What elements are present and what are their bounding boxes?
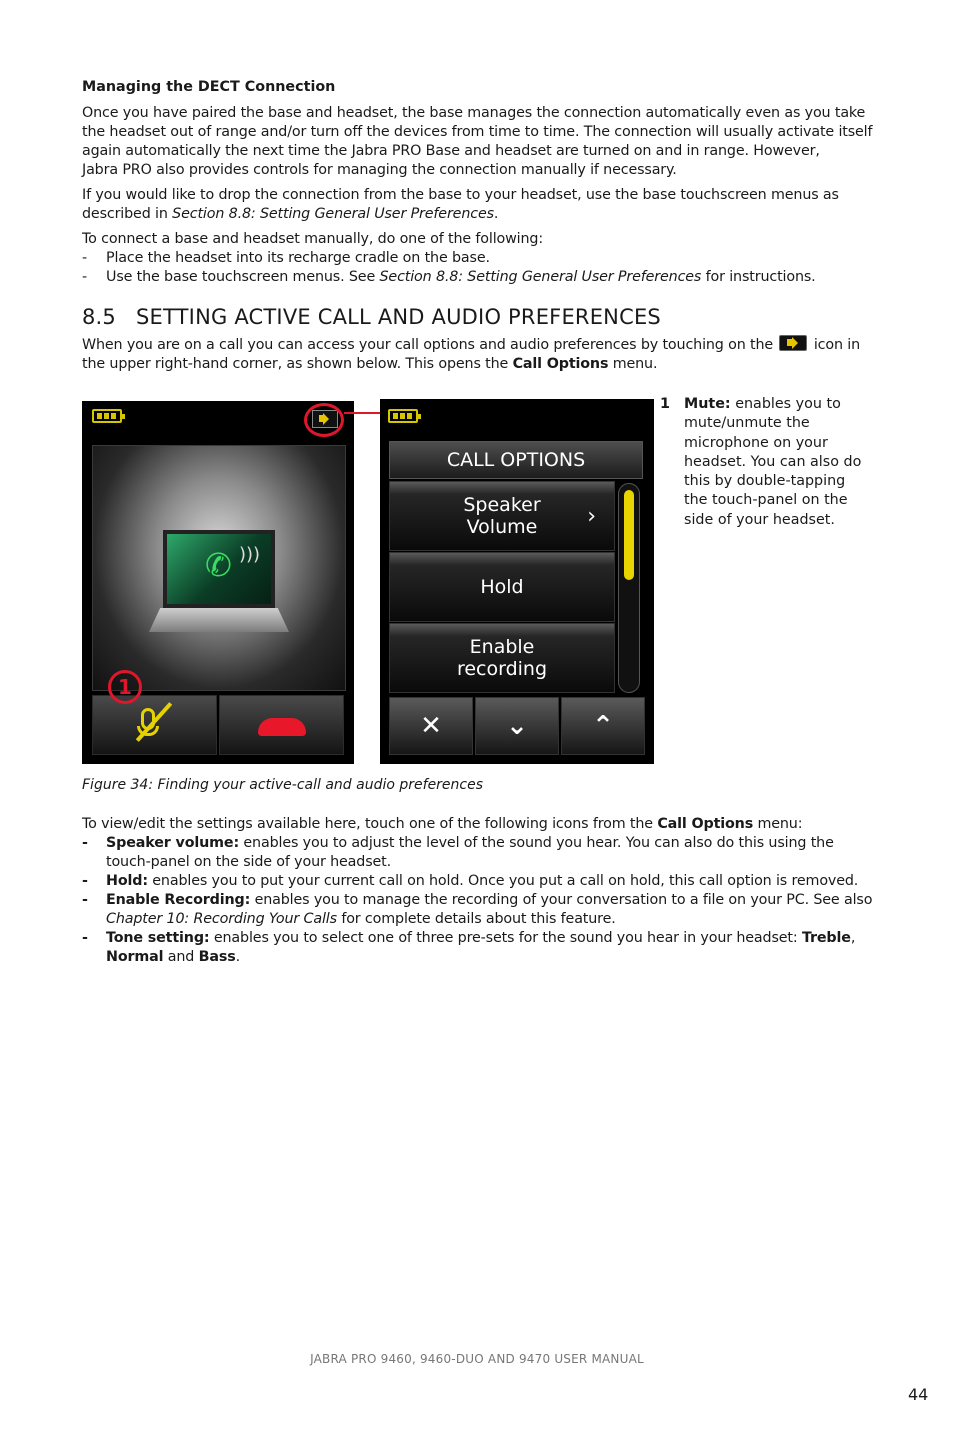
para5-text: To view/edit the settings available here, touch one of the following icons from the — [82, 816, 658, 832]
close-button[interactable]: ✕ — [389, 697, 473, 755]
laptop-base-icon — [149, 608, 289, 632]
menu-item-speaker-volume[interactable] — [389, 481, 615, 551]
list-item-text-end: for instructions. — [701, 269, 816, 285]
list-item-text: enables you to put your current call on hold. Once you put a call on hold, this call option is removed. — [147, 873, 859, 889]
preset-bass: Bass — [198, 949, 236, 965]
list-dash: - — [82, 250, 88, 266]
speaker-icon — [779, 335, 807, 351]
callout-description — [660, 395, 870, 530]
page-footer: JABRA PRO 9460, 9460-DUO AND 9470 USER MANUAL — [310, 1352, 644, 1366]
list-item-end: . — [235, 949, 241, 965]
list-item-label: Speaker volume: — [106, 835, 240, 851]
call-options-screen — [380, 399, 654, 764]
list-item-label: Tone setting: — [106, 930, 210, 946]
list-item — [82, 249, 882, 268]
separator: , — [850, 930, 856, 946]
section-number: 8.5 — [82, 305, 116, 329]
call-options-term: Call Options — [657, 816, 754, 832]
sound-waves-icon: ))) — [239, 544, 261, 565]
preset-normal: Normal — [106, 949, 164, 965]
para1b: Jabra PRO also provides controls for managing the connection manually if necessary. — [82, 162, 677, 178]
list-dash: - — [82, 892, 88, 908]
scrollbar[interactable] — [618, 483, 640, 693]
callout-label: Mute: — [684, 396, 731, 412]
scroll-up-button[interactable]: ⌃ — [561, 697, 645, 755]
scroll-thumb[interactable] — [624, 490, 634, 580]
hangup-icon — [258, 718, 306, 736]
section-title: SETTING ACTIVE CALL AND AUDIO PREFERENCES — [136, 305, 661, 329]
para5-end: menu: — [753, 816, 803, 832]
list-item-text: Use the base touchscreen menus. See — [106, 269, 380, 285]
para4-end: menu. — [608, 356, 658, 372]
active-call-display — [92, 445, 346, 691]
paragraph-call-options — [82, 335, 882, 374]
figure-caption: Figure 34: Finding your active-call and audio preferences — [82, 777, 484, 793]
section-heading — [82, 305, 661, 329]
list-item-text: enables you to select one of three pre-sets for the sound you hear in your headset: — [209, 930, 802, 946]
menu-item-label: Enable recording — [456, 636, 548, 680]
para2-text: If you would like to drop the connection from the base to your headset, use the base touchscreen menus as described in — [82, 187, 839, 222]
speaker-callout-circle — [304, 403, 344, 437]
list-dash: - — [82, 835, 88, 851]
list-dash: - — [82, 930, 88, 946]
battery-icon — [388, 409, 418, 423]
list-item-text-end: for complete details about this feature. — [336, 911, 616, 927]
para1: Once you have paired the base and headset, the base manages the connection automatically even as you take the headset out of range and/or turn off the devices from time to time. The connection will usually activate itself again automatically the next time the Jabra PRO Base and headset are turned on and in range. However, — [82, 105, 873, 159]
subheading: Managing the DECT Connection — [82, 79, 336, 95]
menu-item-label: Hold — [480, 576, 524, 598]
para4-text: When you are on a call you can access your call options and audio preferences by touching on the — [82, 337, 778, 353]
call-options-term: Call Options — [512, 356, 609, 372]
para4-text-b: icon in the upper right-hand corner, as shown below. This opens the — [82, 337, 861, 372]
paragraph-drop-connection — [82, 186, 882, 224]
menu-item-hold[interactable] — [389, 552, 615, 622]
menu-button-bar — [389, 697, 645, 755]
list-item-text: Place the headset into its recharge cradle on the base. — [106, 250, 490, 266]
scroll-down-button[interactable]: ⌄ — [475, 697, 559, 755]
preset-treble: Treble — [801, 930, 851, 946]
battery-icon — [92, 409, 122, 423]
list-item — [82, 268, 882, 287]
section-reference: Section 8.8: Setting General User Preferences — [172, 206, 494, 222]
callout-body: enables you to mute/unmute the microphone on your headset. You can also do this by double-tapping the touch-panel on the side of your headset. — [684, 396, 862, 528]
list-item-label: Hold: — [106, 873, 148, 889]
list-item — [82, 891, 882, 929]
list-item-text: enables you to adjust the level of the sound you hear. You can also do this using the touch-panel on the side of your headset. — [106, 835, 834, 870]
list-item — [82, 929, 882, 967]
list-item-label: Enable Recording: — [106, 892, 251, 908]
page-number: 44 — [908, 1385, 929, 1404]
separator: and — [163, 949, 199, 965]
handset-icon: ✆ — [205, 546, 232, 584]
menu-item-enable-recording[interactable] — [389, 623, 615, 693]
para3: To connect a base and headset manually, do one of the following: — [82, 231, 543, 247]
list-dash: - — [82, 269, 88, 285]
chapter-reference: Chapter 10: Recording Your Calls — [106, 911, 337, 927]
call-button-bar — [92, 695, 344, 755]
list-item — [82, 834, 882, 872]
menu-header: CALL OPTIONS — [389, 441, 643, 479]
callout-number: 1 — [660, 396, 670, 412]
paragraph-settings — [82, 815, 882, 967]
para2-end: . — [493, 206, 499, 222]
list-item — [82, 872, 882, 891]
callout-marker: 1 — [108, 670, 142, 704]
chevron-right-icon: › — [587, 504, 596, 529]
section-reference: Section 8.8: Setting General User Preferences — [379, 269, 702, 285]
paragraph-connect-manually — [82, 230, 882, 287]
mute-button[interactable] — [92, 695, 217, 755]
list-dash: - — [82, 873, 88, 889]
menu-item-label: Speaker Volume — [463, 494, 541, 538]
list-item-text: enables you to manage the recording of your conversation to a file on your PC. See also — [250, 892, 873, 908]
end-call-button[interactable] — [219, 695, 344, 755]
call-screen — [82, 401, 354, 764]
paragraph-dect-intro — [82, 104, 882, 180]
